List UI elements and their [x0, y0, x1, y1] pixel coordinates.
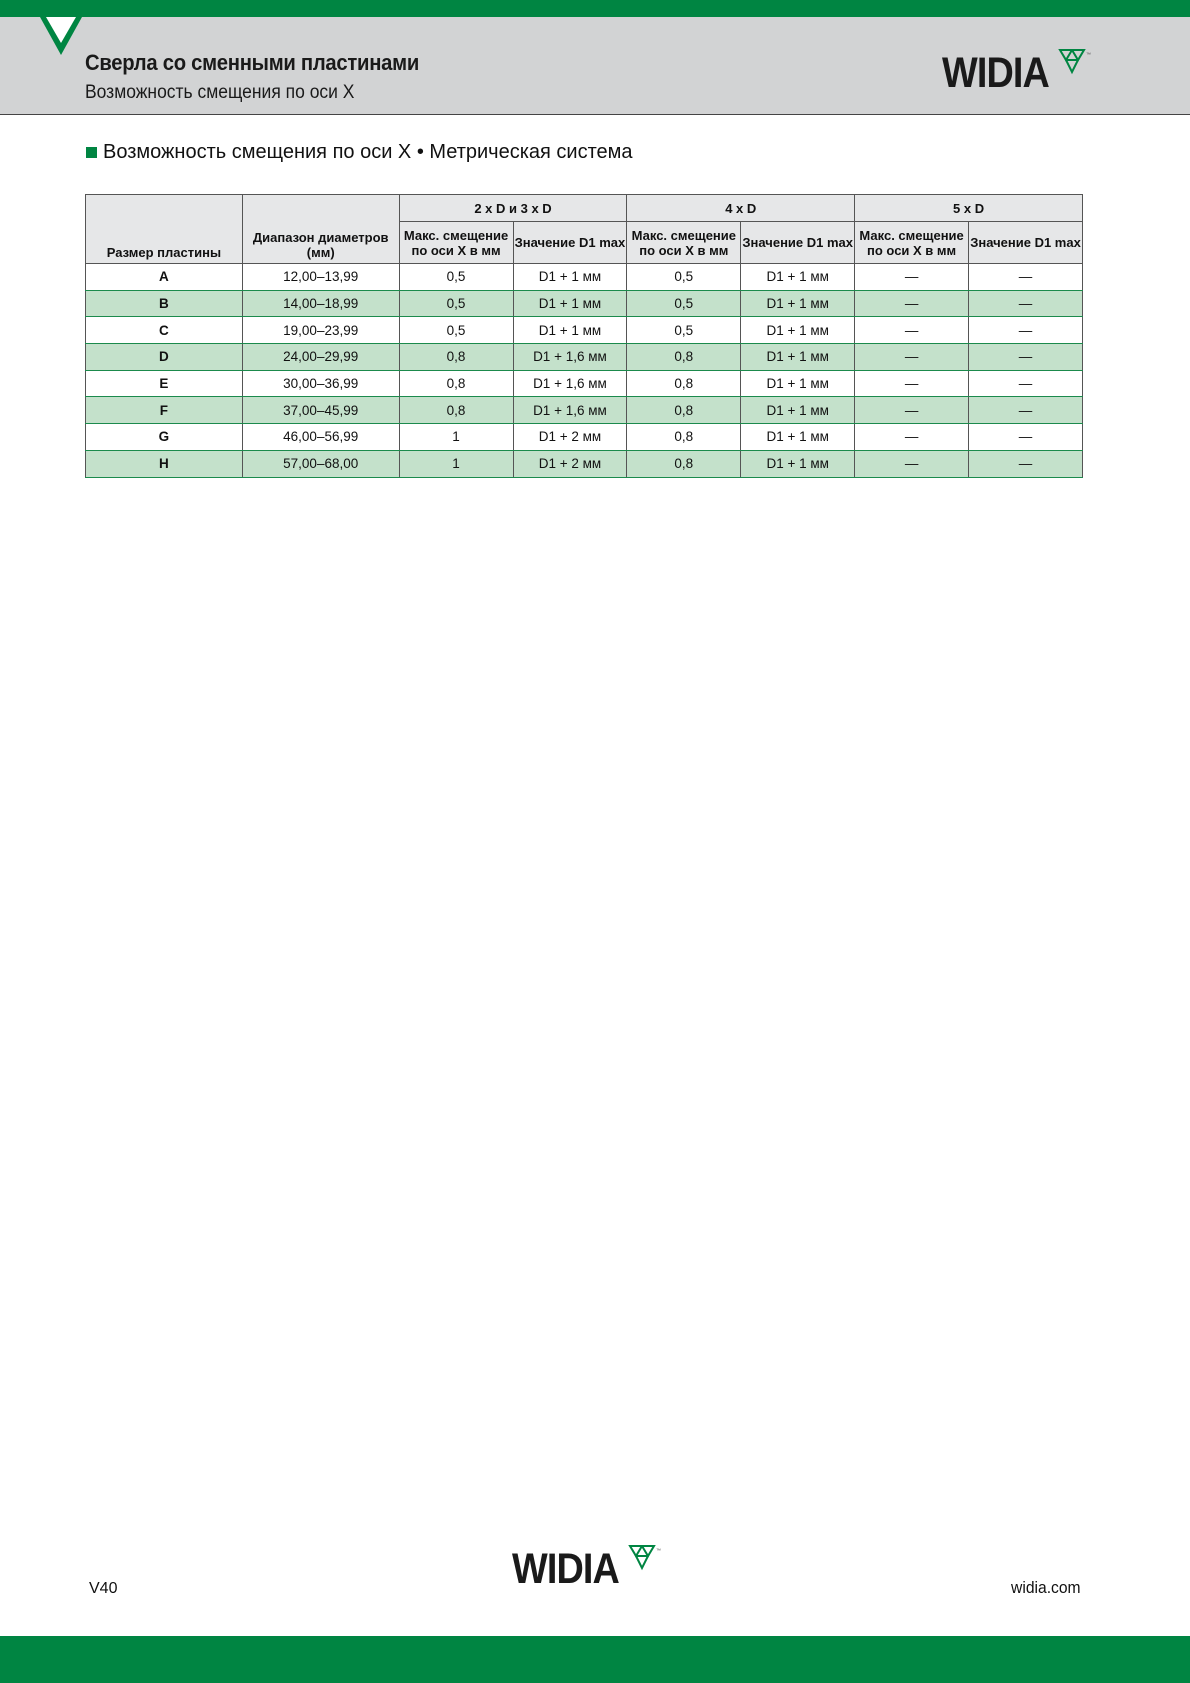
cell-offset: —: [855, 370, 969, 397]
bottom-green-bar: [0, 1636, 1190, 1683]
cell-d1max: D1 + 1 мм: [741, 317, 855, 344]
cell-offset: —: [855, 424, 969, 451]
cell-size: E: [86, 370, 243, 397]
cell-size: G: [86, 424, 243, 451]
cell-offset: —: [855, 317, 969, 344]
offset-table: [85, 194, 1083, 478]
widia-triangles-icon: [628, 1544, 662, 1574]
website-link[interactable]: widia.com: [1011, 1578, 1081, 1597]
page-title: Сверла со сменными пластинами: [85, 50, 420, 75]
footer-widia-logo: [512, 1545, 662, 1593]
cell-offset: 0,8: [399, 397, 513, 424]
cell-offset: 1: [399, 450, 513, 477]
table-row: [86, 397, 1083, 424]
svg-text:™: ™: [655, 1548, 661, 1554]
cell-range: 12,00–13,99: [242, 264, 399, 291]
cell-d1max: D1 + 1,6 мм: [513, 397, 627, 424]
section-heading: [86, 141, 633, 164]
cell-d1max: —: [969, 344, 1083, 371]
cell-d1max: —: [969, 424, 1083, 451]
header-group-2: 4 x D: [627, 195, 855, 222]
cell-d1max: D1 + 1 мм: [513, 317, 627, 344]
cell-d1max: D1 + 1 мм: [741, 450, 855, 477]
cell-offset: —: [855, 450, 969, 477]
cell-d1max: D1 + 1 мм: [741, 344, 855, 371]
cell-offset: 0,5: [399, 290, 513, 317]
cell-range: 14,00–18,99: [242, 290, 399, 317]
cell-offset: —: [855, 290, 969, 317]
cell-size: D: [86, 344, 243, 371]
header-d1max: Значение D1 max: [741, 222, 855, 264]
header-max-offset: Макс. смещение по оси X в мм: [855, 222, 969, 264]
table-row: [86, 290, 1083, 317]
header-group-3: 5 x D: [855, 195, 1083, 222]
page-number: V40: [89, 1580, 118, 1597]
top-green-bar: [0, 0, 1190, 17]
table-row: [86, 450, 1083, 477]
cell-range: 30,00–36,99: [242, 370, 399, 397]
table-row: [86, 264, 1083, 291]
cell-offset: 0,5: [399, 317, 513, 344]
cell-d1max: D1 + 1 мм: [513, 290, 627, 317]
cell-range: 46,00–56,99: [242, 424, 399, 451]
widia-logo: [942, 49, 1092, 97]
header-group-1: 2 x D и 3 x D: [399, 195, 627, 222]
footer-widia-logo-text: WIDIA: [512, 1545, 620, 1593]
cell-offset: 0,8: [627, 450, 741, 477]
table-row: [86, 317, 1083, 344]
cell-offset: 0,8: [627, 397, 741, 424]
header-size: Размер пластины: [86, 195, 243, 264]
cell-d1max: D1 + 1 мм: [513, 264, 627, 291]
header-d1max: Значение D1 max: [969, 222, 1083, 264]
cell-offset: 0,5: [627, 317, 741, 344]
cell-d1max: —: [969, 264, 1083, 291]
header-max-offset: Макс. смещение по оси X в мм: [627, 222, 741, 264]
cell-d1max: D1 + 2 мм: [513, 450, 627, 477]
widia-triangles-icon: [1058, 48, 1092, 78]
cell-d1max: D1 + 1,6 мм: [513, 370, 627, 397]
header-max-offset: Макс. смещение по оси X в мм: [399, 222, 513, 264]
cell-size: C: [86, 317, 243, 344]
cell-d1max: —: [969, 290, 1083, 317]
cell-offset: 0,8: [627, 424, 741, 451]
cell-offset: 1: [399, 424, 513, 451]
cell-size: A: [86, 264, 243, 291]
cell-d1max: D1 + 1 мм: [741, 290, 855, 317]
cell-range: 57,00–68,00: [242, 450, 399, 477]
cell-size: F: [86, 397, 243, 424]
cell-offset: 0,5: [627, 264, 741, 291]
svg-text:™: ™: [1085, 52, 1091, 58]
cell-range: 37,00–45,99: [242, 397, 399, 424]
cell-d1max: D1 + 1 мм: [741, 424, 855, 451]
cell-offset: 0,5: [399, 264, 513, 291]
table-row: [86, 344, 1083, 371]
table-row: [86, 370, 1083, 397]
widia-logo-text: WIDIA: [942, 49, 1050, 97]
cell-offset: —: [855, 397, 969, 424]
cell-size: H: [86, 450, 243, 477]
cell-offset: —: [855, 344, 969, 371]
cell-d1max: D1 + 2 мм: [513, 424, 627, 451]
cell-offset: —: [855, 264, 969, 291]
cell-d1max: —: [969, 450, 1083, 477]
cell-d1max: —: [969, 370, 1083, 397]
section-heading-text: Возможность смещения по оси X • Метрическая система: [103, 141, 633, 163]
table-row: [86, 424, 1083, 451]
cell-d1max: D1 + 1,6 мм: [513, 344, 627, 371]
header-d1max: Значение D1 max: [513, 222, 627, 264]
green-square-icon: [86, 147, 97, 158]
cell-range: 19,00–23,99: [242, 317, 399, 344]
header-notch-icon: [40, 17, 82, 55]
cell-offset: 0,8: [627, 370, 741, 397]
cell-offset: 0,8: [627, 344, 741, 371]
cell-size: B: [86, 290, 243, 317]
cell-d1max: —: [969, 397, 1083, 424]
cell-d1max: D1 + 1 мм: [741, 397, 855, 424]
cell-offset: 0,8: [399, 344, 513, 371]
header-range: Диапазон диаметров (мм): [242, 195, 399, 264]
cell-offset: 0,5: [627, 290, 741, 317]
page-subtitle: Возможность смещения по оси X: [85, 82, 355, 103]
cell-offset: 0,8: [399, 370, 513, 397]
cell-d1max: —: [969, 317, 1083, 344]
cell-d1max: D1 + 1 мм: [741, 370, 855, 397]
cell-range: 24,00–29,99: [242, 344, 399, 371]
cell-d1max: D1 + 1 мм: [741, 264, 855, 291]
